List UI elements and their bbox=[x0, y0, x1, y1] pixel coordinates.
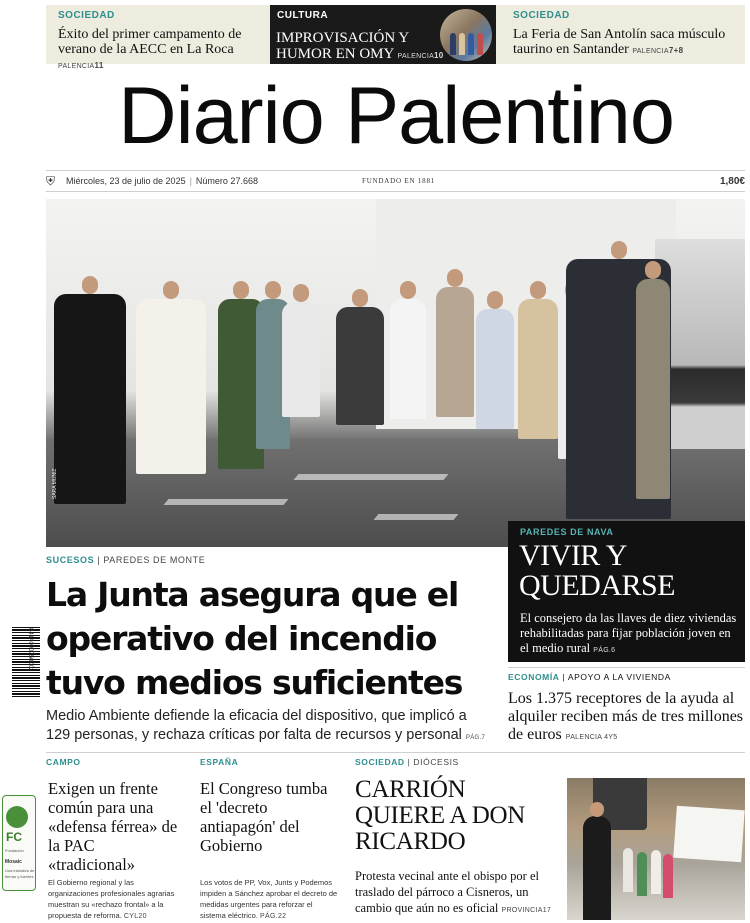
divider bbox=[46, 752, 745, 753]
carrion-summary-text: Protesta vecinal ante el obispo por el traslado del párroco a Cisneros, un cambio que aún no es oficial bbox=[355, 869, 539, 915]
campo-headline: Exigen un frente común para una «defensa férrea» de la PAC «tradicional» bbox=[48, 779, 178, 874]
nava-section: PAREDES DE NAVA bbox=[520, 527, 614, 537]
founded-label: FUNDADO EN 1881 bbox=[362, 177, 436, 185]
teaser-page-label: PALENCIA bbox=[632, 48, 669, 55]
campo-summary-text: El Gobierno regional y las organizaciones profesionales agrarias muestran su «rechazo frontal» a la propuesta de reforma. bbox=[48, 878, 175, 920]
carrion-subsection: | DIÓCESIS bbox=[404, 757, 459, 767]
issue-date: Miércoles, 23 de julio de 2025 bbox=[66, 176, 186, 186]
espana-summary bbox=[200, 877, 340, 922]
espana-headline: El Congreso tumba el 'decreto antiapagón' del Gobierno bbox=[200, 779, 328, 855]
person bbox=[136, 299, 206, 474]
carrion-summary bbox=[355, 868, 560, 919]
person bbox=[663, 854, 673, 898]
person bbox=[623, 848, 633, 892]
economia-text: Los 1.375 receptores de la ayuda al alquiler reciben más de tres millones de euros bbox=[508, 690, 744, 743]
dateline bbox=[46, 170, 745, 192]
economia-page: PALENCIA 4Y5 bbox=[565, 734, 618, 741]
teaser-page-num: 10 bbox=[434, 51, 444, 60]
campo-section: CAMPO bbox=[46, 757, 81, 767]
carrion-section-label: SOCIEDAD bbox=[355, 757, 405, 767]
barcode bbox=[12, 625, 40, 697]
teaser-page-num: 7+8 bbox=[668, 46, 684, 55]
person bbox=[637, 852, 647, 896]
economia-section bbox=[508, 672, 671, 682]
issue-info bbox=[66, 176, 258, 186]
main-photo[interactable] bbox=[46, 199, 745, 547]
person bbox=[518, 299, 558, 439]
espana-page: PÁG.22 bbox=[260, 913, 287, 920]
issue-number: Número 27.668 bbox=[195, 176, 258, 186]
person bbox=[636, 279, 670, 499]
leaf-logo-icon bbox=[6, 806, 28, 828]
sidestrip-ad[interactable] bbox=[2, 795, 36, 891]
teaser-photo bbox=[440, 9, 492, 61]
teaser-omy[interactable] bbox=[270, 5, 496, 64]
carrion-headline: CARRIÓN QUIERE A DON RICARDO bbox=[355, 776, 526, 855]
photo-light bbox=[373, 514, 458, 520]
economia-section-label: ECONOMÍA bbox=[508, 672, 560, 682]
person bbox=[54, 294, 126, 504]
photo-banner bbox=[673, 806, 744, 863]
teaser-text: La Feria de San Antolín saca músculo taurino en Santander bbox=[513, 27, 726, 57]
divider bbox=[508, 667, 745, 668]
carrion-section bbox=[355, 757, 560, 767]
economia-headline[interactable] bbox=[508, 690, 744, 747]
teaser-page-label: PALENCIA bbox=[397, 53, 435, 60]
nava-summary bbox=[520, 611, 740, 658]
economia-subsection: | APOYO A LA VIVIENDA bbox=[562, 672, 671, 682]
ad-lines: Una iniciativa de tierras y fuentes bbox=[5, 868, 35, 879]
person bbox=[336, 307, 384, 425]
carrion-article[interactable] bbox=[355, 757, 560, 915]
ad-heading: Mosaic bbox=[5, 859, 22, 865]
economia-subsection-label: APOYO A LA VIVIENDA bbox=[567, 672, 671, 682]
photo-credit: SARA MUNIZ bbox=[52, 468, 58, 499]
teaser-section: SOCIEDAD bbox=[58, 10, 115, 21]
coat-of-arms-icon: ⛨ bbox=[46, 174, 56, 188]
teaser-text: IMPROVISACIÓN Y HUMOR EN OMY bbox=[276, 30, 409, 62]
campo-summary bbox=[48, 877, 184, 922]
lead-summary bbox=[46, 707, 486, 748]
carrion-page: PROVINCIA17 bbox=[501, 907, 552, 914]
separator: | bbox=[189, 176, 192, 186]
masthead-title[interactable]: Diario Palentino bbox=[118, 71, 674, 161]
photo-light bbox=[163, 499, 288, 505]
person bbox=[476, 309, 514, 429]
espana-summary-text: Los votos de PP, Vox, Junts y Podemos impiden a Sánchez aprobar el decreto de medidas urgentes para reforzar el sistema eléctrico. bbox=[200, 878, 338, 920]
nava-box[interactable] bbox=[508, 521, 745, 662]
price: 1,80€ bbox=[719, 176, 745, 187]
teaser-headline bbox=[513, 27, 745, 59]
person bbox=[651, 850, 661, 894]
teaser-section: SOCIEDAD bbox=[513, 10, 570, 21]
teaser-bar bbox=[46, 5, 745, 70]
nava-title: VIVIR Y QUEDARSE bbox=[519, 539, 676, 602]
lead-subsection-label: PAREDES DE MONTE bbox=[103, 555, 206, 565]
teaser-page-label: PALENCIA bbox=[58, 63, 95, 70]
lead-page: PÁG.7 bbox=[465, 735, 486, 741]
lead-section bbox=[46, 555, 205, 565]
person bbox=[390, 299, 426, 419]
campo-article[interactable] bbox=[46, 757, 186, 920]
lead-subsection: | PAREDES DE MONTE bbox=[97, 555, 206, 565]
teaser-feria[interactable] bbox=[501, 5, 745, 64]
teaser-text: Éxito del primer campamento de verano de la AECC en La Roca bbox=[58, 27, 242, 57]
lead-section-label: SUCESOS bbox=[46, 555, 95, 565]
person-bishop bbox=[583, 816, 611, 920]
barcode-number: 8414090750002 bbox=[27, 628, 33, 672]
ad-logo-text: FC bbox=[6, 830, 22, 844]
lead-headline[interactable]: La Junta asegura que el operativo del incendio tuvo medios suficientes bbox=[46, 575, 463, 702]
campo-page: CYL20 bbox=[123, 913, 147, 920]
carrion-subsection-label: DIÓCESIS bbox=[413, 757, 459, 767]
lead-summary-text: Medio Ambiente defiende la eficacia del dispositivo, que implicó a 129 personas, y rechaza críticas por falta de recursos y personal bbox=[46, 708, 467, 743]
espana-article[interactable] bbox=[200, 757, 340, 920]
teaser-headline bbox=[276, 30, 456, 65]
teaser-section: CULTURA bbox=[277, 10, 329, 21]
person bbox=[436, 287, 474, 417]
person bbox=[282, 302, 320, 417]
ad-tagline: Fundación bbox=[5, 848, 24, 853]
teaser-page-num: 11 bbox=[94, 61, 104, 70]
nava-summary-text: El consejero da las llaves de diez viviendas rehabilitadas para fijar población joven en el medio rural bbox=[520, 611, 737, 655]
nava-page: PÁG.6 bbox=[593, 647, 616, 654]
teaser-page bbox=[632, 48, 683, 55]
teaser-page bbox=[398, 53, 444, 60]
espana-section: ESPAÑA bbox=[200, 757, 239, 767]
carrion-photo[interactable] bbox=[567, 778, 745, 920]
photo-light bbox=[293, 474, 448, 480]
teaser-campamento[interactable] bbox=[46, 5, 268, 70]
